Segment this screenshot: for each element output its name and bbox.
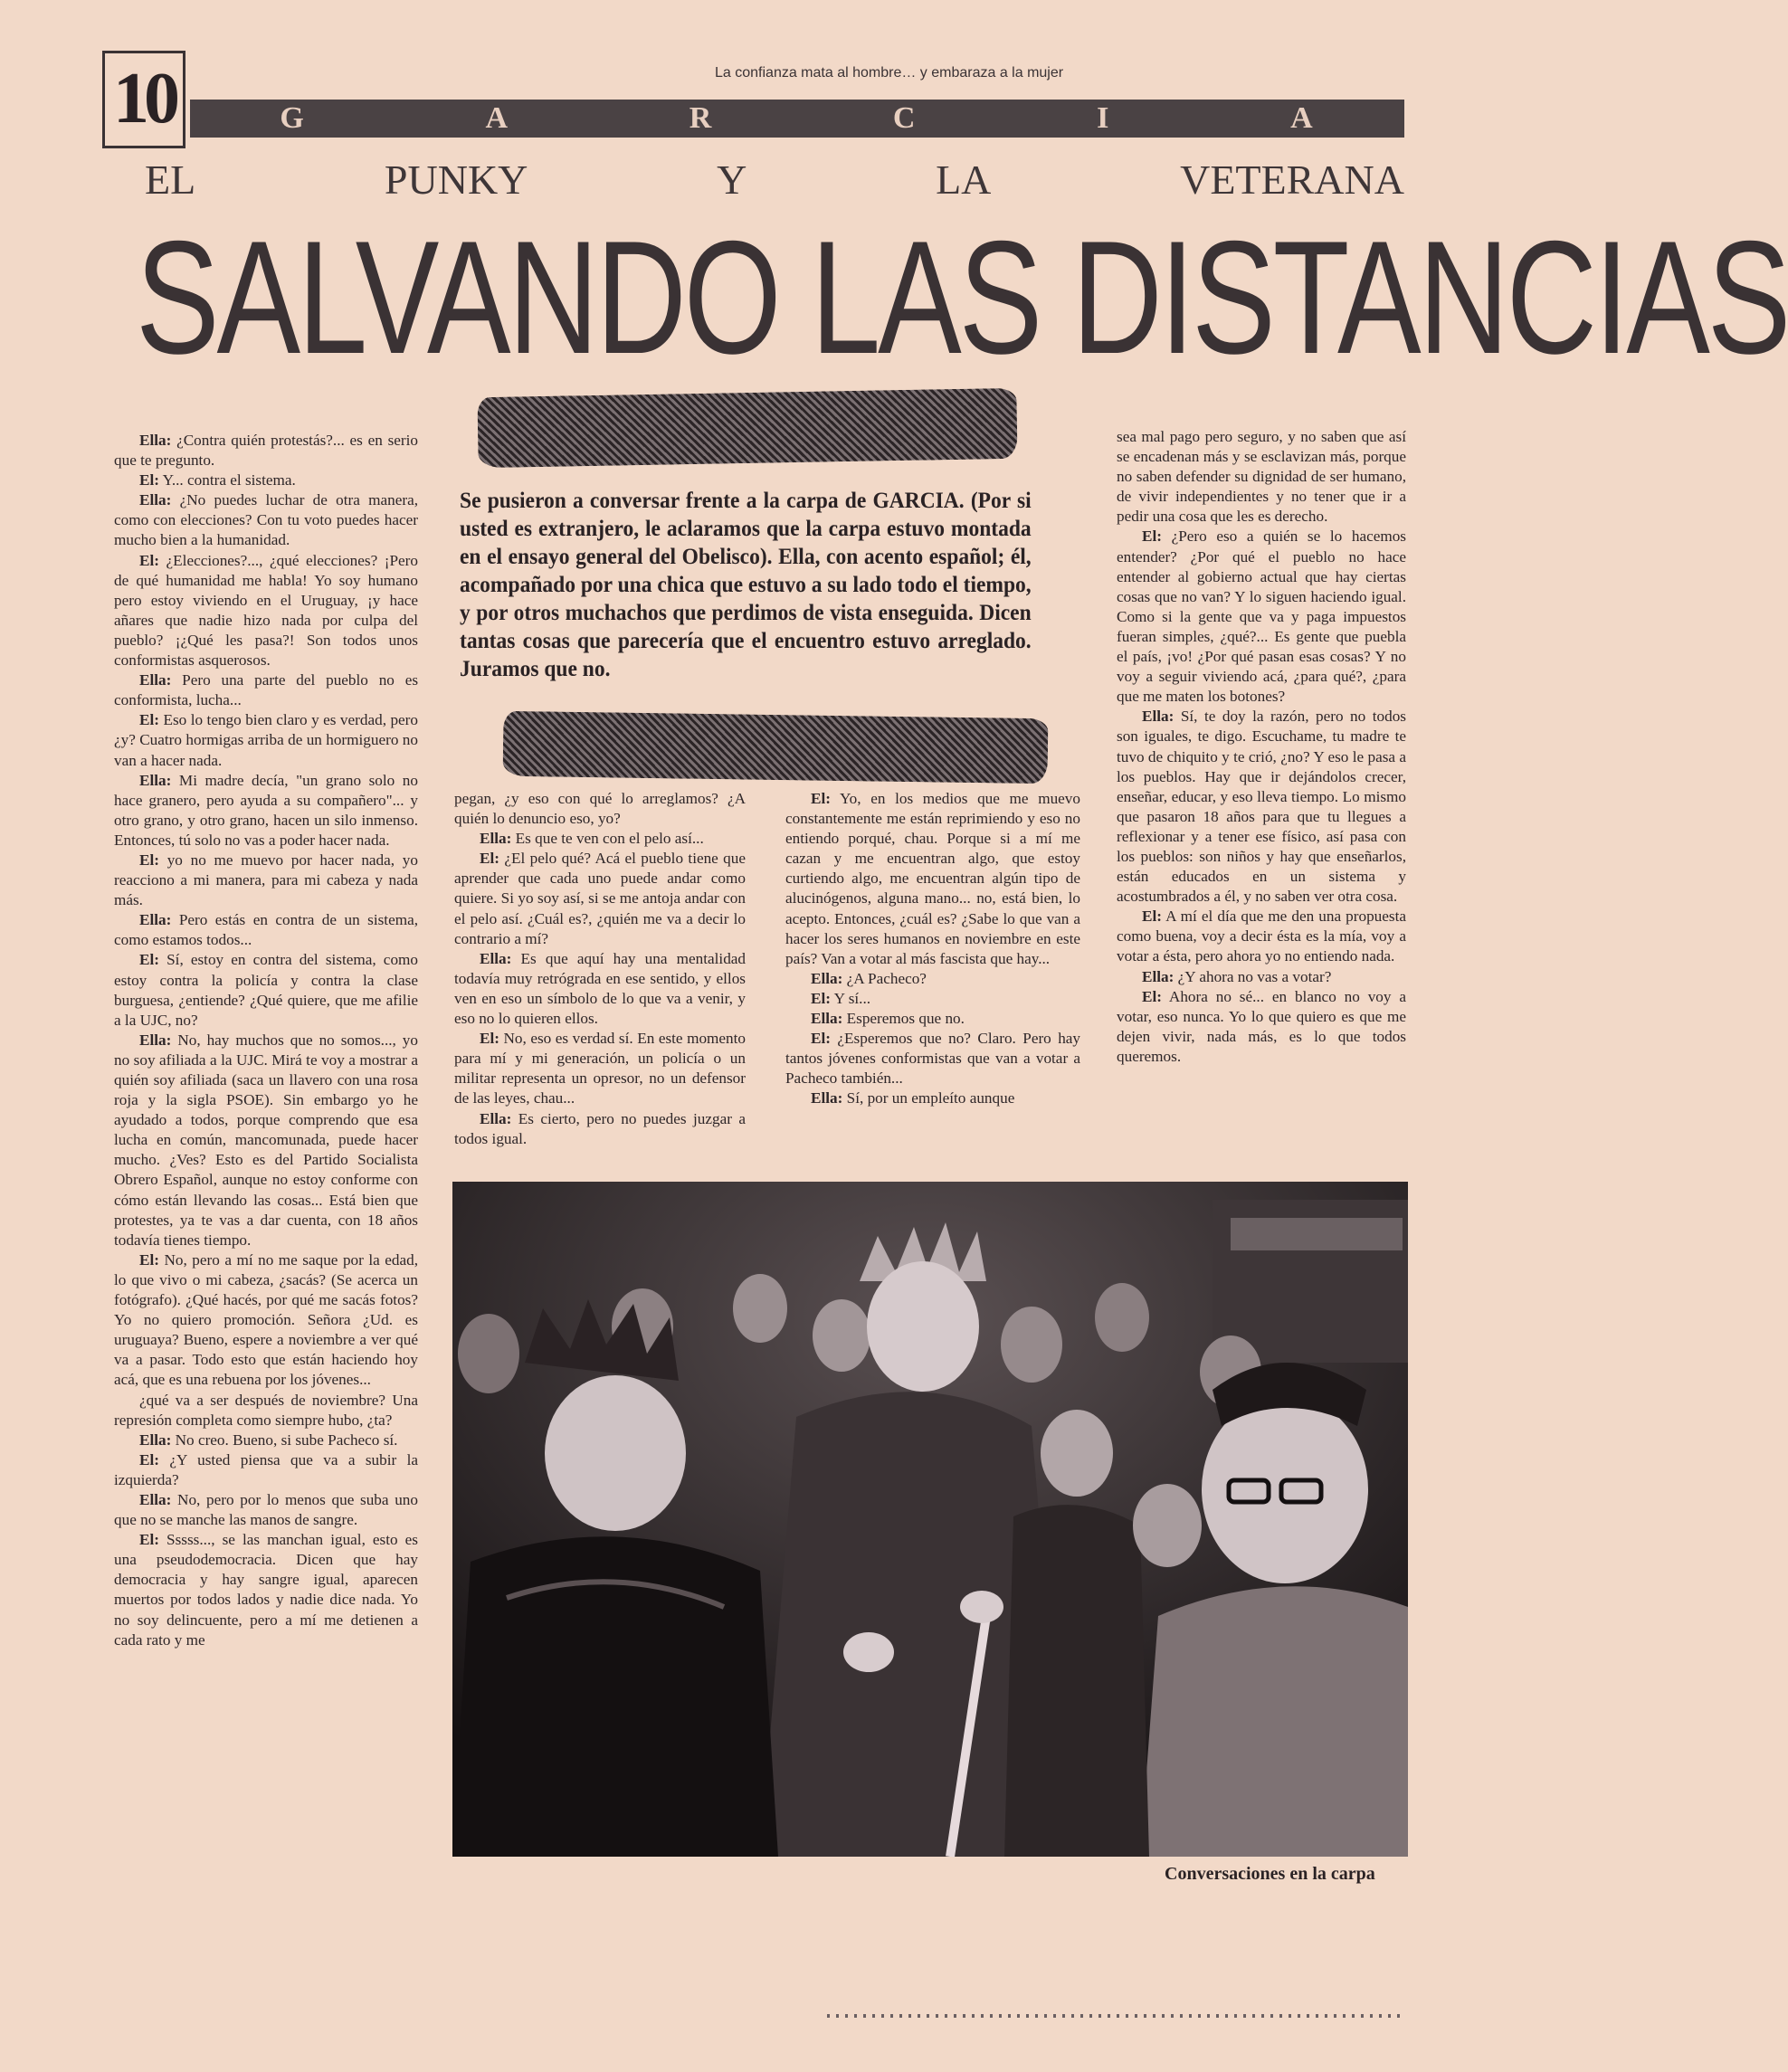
dialogue-text: No, pero por lo menos que suba uno que no se manche las manos de sangre. [114, 1490, 418, 1529]
kicker-word: EL [145, 157, 196, 203]
dialogue-text: pegan, ¿y eso con qué lo arreglamos? ¿A quién lo denuncio eso, yo? [454, 790, 746, 828]
kicker-word: Y [717, 157, 747, 203]
speaker-label: El: [811, 989, 831, 1007]
dialogue-paragraph [785, 1088, 1080, 1108]
dialogue-text: Y... contra el sistema. [162, 471, 296, 489]
speaker-label: Ella: [480, 830, 512, 848]
dialogue-paragraph [454, 829, 746, 849]
dialogue-text: ¿Elecciones?..., ¿qué elecciones? ¡Pero de qué humanidad me habla! Yo soy humano pero estoy viviendo en el Uruguay, ¡y hace añares que nadie hizo nada por culpa del pueblo? ¡¿Qué les pasa?! Son todos unos conformistas asquerosos. [114, 551, 419, 670]
text-column-3 [785, 789, 1080, 1109]
dialogue-paragraph [114, 470, 418, 490]
scribble-decoration [477, 388, 1017, 468]
footer-dotted-rule [827, 2014, 1406, 2018]
dialogue-text: No creo. Bueno, si sube Pacheco sí. [175, 1430, 398, 1449]
banner-letter: C [892, 101, 918, 135]
dialogue-text: No, pero a mí no me saque por la edad, lo que vivo o mi cabeza, ¿sacás? (Se acerca un fotógrafo). ¿Qué hacés, por qué me sacás fotos? Yo no quiero promoción. Señora ¿Ud. es uruguaya? Bueno, espere a noviembre a ver qué va a pasar. Todo esto que están haciendo hoy acá, que es una rebuena por los jóvenes... [114, 1250, 419, 1389]
dialogue-paragraph [454, 949, 746, 1029]
speaker-label: El: [139, 471, 159, 489]
dialogue-text: ¿No puedes luchar de otra manera, como con elecciones? Con tu voto puedes hacer mucho bien a la humanidad. [114, 491, 419, 549]
dialogue-text: Sí, te doy la razón, pero no todos son iguales, te digo. Escuchame, tu madre te tuvo de chiquito y te crió, ¿no? Y eso le pasa a los pueblos. Hay que ir dejándolos crecer, enseñar, educar, y eso lleva tiempo. Lo mismo que pasaron 18 años para que tu llegues a reflexionar y a tener ese físico, así pasa con los pueblos: son niños y hay que enseñarlos, están educados en un sistema y acostumbrados a él, y no saben ver otra cosa. [1117, 708, 1406, 906]
speaker-label: Ella: [1142, 708, 1175, 726]
dialogue-text: Ahora no sé... en blanco no voy a votar, eso nunca. Yo lo que quiero es que me dejen vivir, nada más, es lo que todos queremos. [1117, 987, 1406, 1065]
dialogue-paragraph [114, 1250, 418, 1391]
dialogue-text: Pero estás en contra de un sistema, como estamos todos... [114, 911, 419, 949]
dialogue-paragraph [1117, 967, 1406, 987]
dialogue-paragraph [114, 851, 418, 910]
speaker-label: Ella: [811, 1089, 843, 1107]
dialogue-text: Yo, en los medios que me muevo constantemente me están reprimiendo y eso no entiendo porqué, chau. Porque si a mí me cazan y me encuentran algo, que estoy curtiendo algo, me encuentran algún tipo de alucinógenos, alguna mano... no, está bien, lo acepto. Entonces, ¿cuál es? ¿Sabe lo que van a hacer los seres humanos en noviembre en este país? Van a votar al más fascista que hay... [785, 790, 1080, 967]
dialogue-paragraph [785, 989, 1080, 1009]
dialogue-text: sea mal pago pero seguro, y no saben que así se encadenan más y se esclavizan más, porque no saben defender su dignidad de ser humano, de vivir independientes y no tener que ir a pedir una cosa que les es derecho. [1117, 428, 1406, 526]
dialogue-text: ¿A Pacheco? [846, 969, 927, 987]
speaker-label: El: [139, 551, 159, 569]
dialogue-paragraph [114, 1450, 418, 1490]
speaker-label: Ella: [139, 1031, 172, 1049]
speaker-label: Ella: [1142, 967, 1175, 985]
speaker-label: El: [480, 1030, 499, 1048]
photo-caption: Conversaciones en la carpa [1165, 1864, 1375, 1884]
dialogue-text: ¿Contra quién protestás?... es en serio que te pregunto. [114, 432, 418, 470]
dialogue-paragraph [114, 1490, 418, 1530]
dialogue-text: Esperemos que no. [846, 1010, 965, 1028]
speaker-label: Ella: [139, 911, 172, 929]
dialogue-text: ¿Esperemos que no? Claro. Pero hay tantos jóvenes conformistas que van a votar a Pacheco también... [785, 1030, 1081, 1088]
speaker-label: El: [480, 850, 499, 868]
speaker-label: Ella: [139, 491, 172, 509]
kicker [145, 156, 1404, 204]
banner-letter: A [485, 101, 510, 135]
speaker-label: Ella: [139, 1430, 172, 1449]
crowd-photo-illustration [452, 1182, 1408, 1857]
intro-paragraph: Se pusieron a conversar frente a la carpa de GARCIA. (Por si usted es extranjero, le aclaramos que la carpa estuvo montada en el ensayo general del Obelisco). Ella, con acento español; él, acompañado por una chica que estuvo a su lado todo el tiempo, y por otros muchachos que perdimos de vista enseguida. Dicen tantas cosas que parecería que el encuentro estuvo arreglado. Juramos que no. [460, 489, 1032, 681]
kicker-word: LA [936, 157, 992, 203]
dialogue-text: Mi madre decía, "un grano solo no hace granero, pero ayuda a su compañero"... y otro grano, y otro grano, hacen un silo inmenso. Entonces, tú solo no vas a poder hacer nada. [114, 771, 418, 849]
dialogue-paragraph [114, 710, 418, 770]
speaker-label: El: [139, 1250, 159, 1269]
speaker-label: El: [1142, 528, 1162, 546]
dialogue-paragraph [454, 1109, 746, 1149]
dialogue-paragraph [454, 849, 746, 948]
dialogue-paragraph [114, 490, 418, 550]
dialogue-text: ¿El pelo qué? Acá el pueblo tiene que aprender que cada uno puede andar como quiere. Si yo soy así, si se me antoja andar con el pelo así. ¿Cuál es?, ¿quién me va a decir lo contrario a mí? [454, 850, 747, 947]
dialogue-text: Sí, estoy en contra del sistema, como estoy contra la policía y contra la clase burguesa, ¿entiende? ¿Qué quiere, que me afilie a la UJC, no? [114, 951, 418, 1029]
dialogue-paragraph [114, 1530, 418, 1650]
section-banner [190, 100, 1404, 138]
banner-letter: A [1290, 101, 1315, 135]
speaker-label: Ella: [480, 1109, 512, 1127]
dialogue-text: No, hay muchos que no somos..., yo no soy afiliada a la UJC. Mirá te voy a mostrar a quién soy afiliada (saca un llavero con una rosa roja y la sigla PSOE). Sin embargo yo he ayudado a todos, porque comprendo que esa lucha en común, mancomunada, puede hacer mucho. ¿Ves? Esto es del Partido Socialista Obrero Español, aunque no estoy conforme con cómo están llevando las cosas... Está bien que protestes, ya te vas a dar cuenta, con 18 años todavía tienes tiempo. [114, 1031, 418, 1249]
dialogue-paragraph [785, 1009, 1080, 1029]
scribble-decoration [503, 711, 1049, 784]
dialogue-paragraph [1117, 987, 1406, 1067]
speaker-label: El: [139, 1450, 159, 1468]
tagline: La confianza mata al hombre… y embaraza a la mujer [715, 65, 1064, 81]
speaker-label: Ella: [139, 432, 172, 449]
dialogue-paragraph [785, 789, 1080, 969]
dialogue-paragraph [114, 771, 418, 851]
dialogue-text: No, eso es verdad sí. En este momento para mí y mi generación, un policía o un militar representa un opresor, no un defensor de las leyes, chau... [454, 1030, 746, 1107]
text-column-1 [114, 431, 418, 1650]
kicker-word: PUNKY [384, 157, 528, 203]
dialogue-text: Es cierto, pero no puedes juzgar a todos igual. [454, 1109, 747, 1147]
dialogue-paragraph [1117, 527, 1406, 707]
crowd-photo [452, 1182, 1408, 1857]
headline: SALVANDO LAS DISTANCIAS [136, 207, 1788, 387]
speaker-label: Ella: [480, 949, 512, 967]
text-column-2 [454, 789, 746, 1149]
speaker-label: El: [1142, 987, 1162, 1005]
speaker-label: El: [139, 711, 159, 729]
speaker-label: El: [811, 790, 831, 807]
dialogue-paragraph [1117, 707, 1406, 907]
dialogue-text: A mí el día que me den una propuesta como buena, voy a decir ésta es la mía, voy a votar a ésta, pero ahora yo no entiendo nada. [1117, 908, 1406, 965]
dialogue-paragraph [785, 969, 1080, 989]
dialogue-text: yo no me muevo por hacer nada, yo reacciono a mi manera, para mi cabeza y nada más. [114, 851, 418, 909]
dialogue-paragraph [114, 950, 418, 1030]
dialogue-text: Sí, por un empleíto aunque [846, 1089, 1015, 1107]
dialogue-paragraph [785, 1029, 1080, 1088]
dialogue-paragraph [114, 1391, 418, 1430]
dialogue-paragraph [1117, 427, 1406, 527]
banner-letter: R [689, 101, 714, 135]
dialogue-text: Es que te ven con el pelo así... [515, 830, 704, 848]
page-number: 10 [102, 51, 185, 148]
dialogue-paragraph [114, 1430, 418, 1450]
dialogue-text: ¿qué va a ser después de noviembre? Una represión completa como siempre hubo, ¿ta? [114, 1391, 418, 1429]
dialogue-text: Eso lo tengo bien claro y es verdad, pero ¿y? Cuatro hormigas arriba de un hormiguero no van a hacer nada. [114, 711, 419, 769]
dialogue-paragraph [1117, 907, 1406, 966]
text-column-4 [1117, 427, 1406, 1067]
speaker-label: El: [1142, 908, 1162, 926]
kicker-word: VETERANA [1180, 157, 1404, 203]
dialogue-text: ¿Pero eso a quién se lo hacemos entender? ¿Por qué el pueblo no hace entender al gobierno actual que hay ciertas cosas que no van? Y lo siguen haciendo igual. Como si la gente que va y paga impuestos fueran simples, ¿qué?... Es gente que puebla el país, ¡vo! ¿Por qué pasan esas cosas? Y no voy a seguir viviendo acá, ¿para qué?, ¿para que me maten los botones? [1117, 528, 1406, 706]
speaker-label: El: [811, 1030, 831, 1048]
dialogue-paragraph [114, 910, 418, 950]
dialogue-paragraph [454, 1029, 746, 1108]
speaker-label: Ella: [139, 1490, 172, 1508]
dialogue-text: ¿Y ahora no vas a votar? [1177, 967, 1332, 985]
banner-letter: I [1097, 101, 1111, 135]
speaker-label: El: [139, 1531, 159, 1549]
speaker-label: El: [139, 851, 159, 869]
dialogue-text: Pero una parte del pueblo no es conformista, lucha... [114, 671, 419, 709]
dialogue-paragraph [454, 789, 746, 829]
dialogue-paragraph [114, 1031, 418, 1250]
speaker-label: Ella: [139, 771, 172, 789]
dialogue-paragraph [114, 670, 418, 710]
speaker-label: El: [139, 951, 159, 969]
banner-letter: G [280, 101, 306, 135]
speaker-label: Ella: [139, 671, 172, 689]
dialogue-text: Y sí... [833, 989, 871, 1007]
dialogue-paragraph [114, 431, 418, 470]
dialogue-text: Sssss..., se las manchan igual, esto es una pseudodemocracia. Dicen que hay democracia y hay sangre igual, aparecen muertos por todos lados y nadie dice nada. Yo no soy delincuente, pero a mí me detienen a cada rato y me [114, 1531, 418, 1649]
speaker-label: Ella: [811, 969, 843, 987]
dialogue-text: ¿Y usted piensa que va a subir la izquierda? [114, 1450, 418, 1488]
dialogue-text: Es que aquí hay una mentalidad todavía muy retrógrada en ese sentido, y ellos ven en eso un símbolo de lo que va a venir, y eso no lo quieren ellos. [454, 949, 747, 1028]
speaker-label: Ella: [811, 1010, 843, 1028]
dialogue-paragraph [114, 551, 418, 671]
